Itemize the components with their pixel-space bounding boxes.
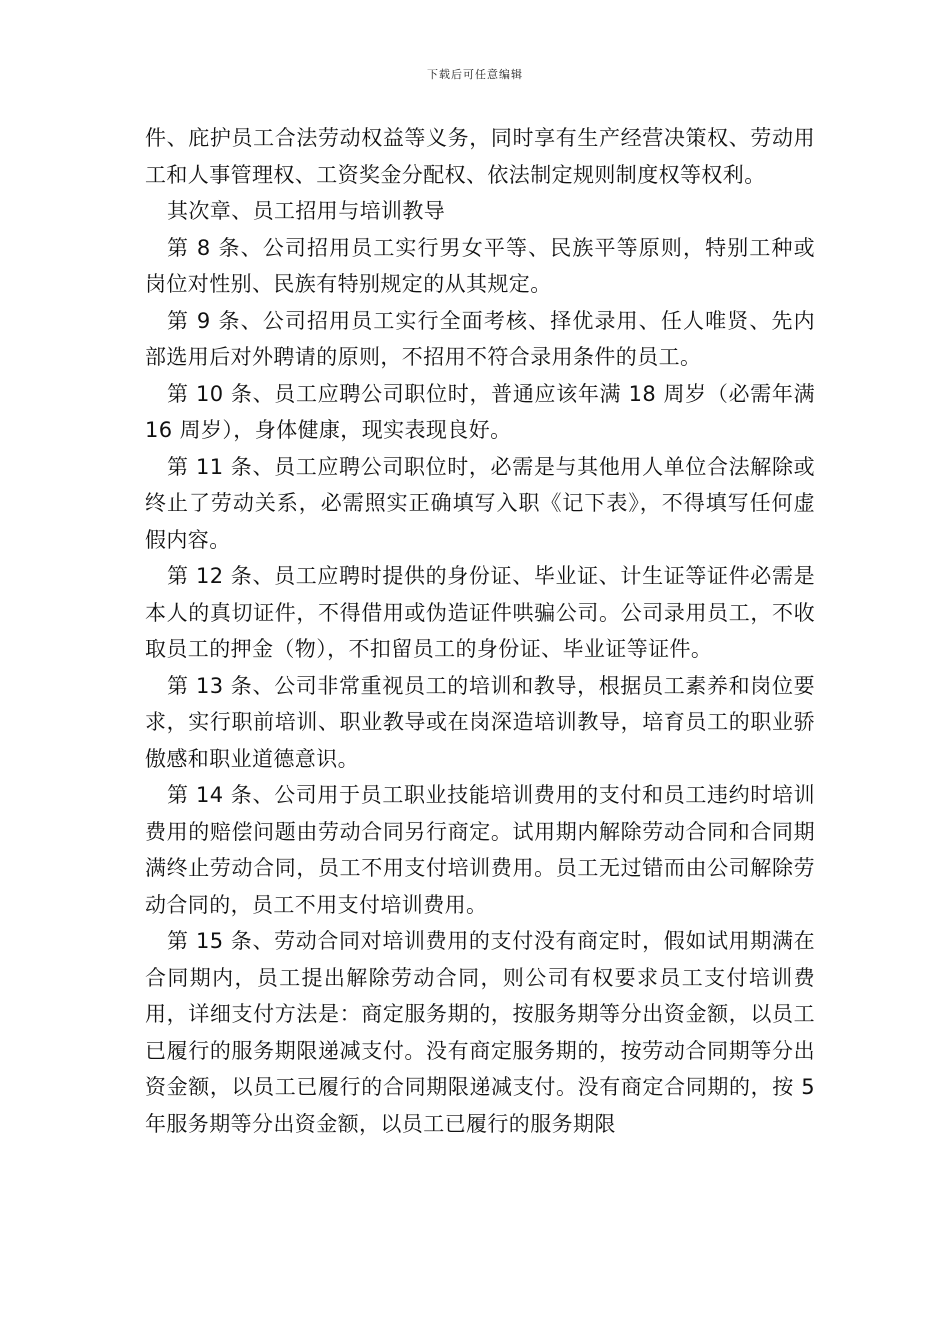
article-11: 第 11 条、员工应聘公司职位时，必需是与其他用人单位合法解除或终止了劳动关系，必需照实正确填写入职《记下表》，不得填写任何虚假内容。 <box>145 454 815 552</box>
document-body <box>145 120 815 1142</box>
article-15: 第 15 条、劳动合同对培训费用的支付没有商定时，假如试用期满在合同期内，员工提出解除劳动合同，则公司有权要求员工支付培训费用，详细支付方法是：商定服务期的，按服务期等分出资金额，以员工已履行的服务期限递减支付。没有商定服务期的，按劳动合同期等分出资金额，以员工已履行的合同期限递减支付。没有商定合同期的，按 5 年服务期等分出资金额，以员工已履行的服务期限 <box>145 929 815 1136</box>
chapter-heading: 其次章、员工招用与培训教导 <box>167 199 446 223</box>
article-9: 第 9 条、公司招用员工实行全面考核、择优录用、任人唯贤、先内部选用后对外聘请的原则，不招用不符合录用条件的员工。 <box>145 308 815 369</box>
article-10: 第 10 条、员工应聘公司职位时，普通应该年满 18 周岁（必需年满 16 周岁），身体健康，现实表现良好。 <box>145 381 815 442</box>
article-14: 第 14 条、公司用于员工职业技能培训费用的支付和员工违约时培训费用的赔偿问题由劳动合同另行商定。试用期内解除劳动合同和合同期满终止劳动合同，员工不用支付培训费用。员工无过错而由公司解除劳动合同的，员工不用支付培训费用。 <box>145 783 815 917</box>
article-12: 第 12 条、员工应聘时提供的身份证、毕业证、计生证等证件必需是本人的真切证件，不得借用或伪造证件哄骗公司。公司录用员工，不收取员工的押金（物），不扣留员工的身份证、毕业证等证件。 <box>145 564 815 661</box>
article-8: 第 8 条、公司招用员工实行男女平等、民族平等原则，特别工种或岗位对性别、民族有特别规定的从其规定。 <box>145 235 815 296</box>
article-13: 第 13 条、公司非常重视员工的培训和教导，根据员工素养和岗位要求，实行职前培训、职业教导或在岗深造培训教导，培育员工的职业骄傲感和职业道德意识。 <box>145 673 815 771</box>
page-header: 下载后可任意编辑 <box>427 68 523 81</box>
paragraph-continuation: 件、庇护员工合法劳动权益等义务，同时享有生产经营决策权、劳动用工和人事管理权、工资奖金分配权、依法制定规则制度权等权利。 <box>145 126 815 187</box>
